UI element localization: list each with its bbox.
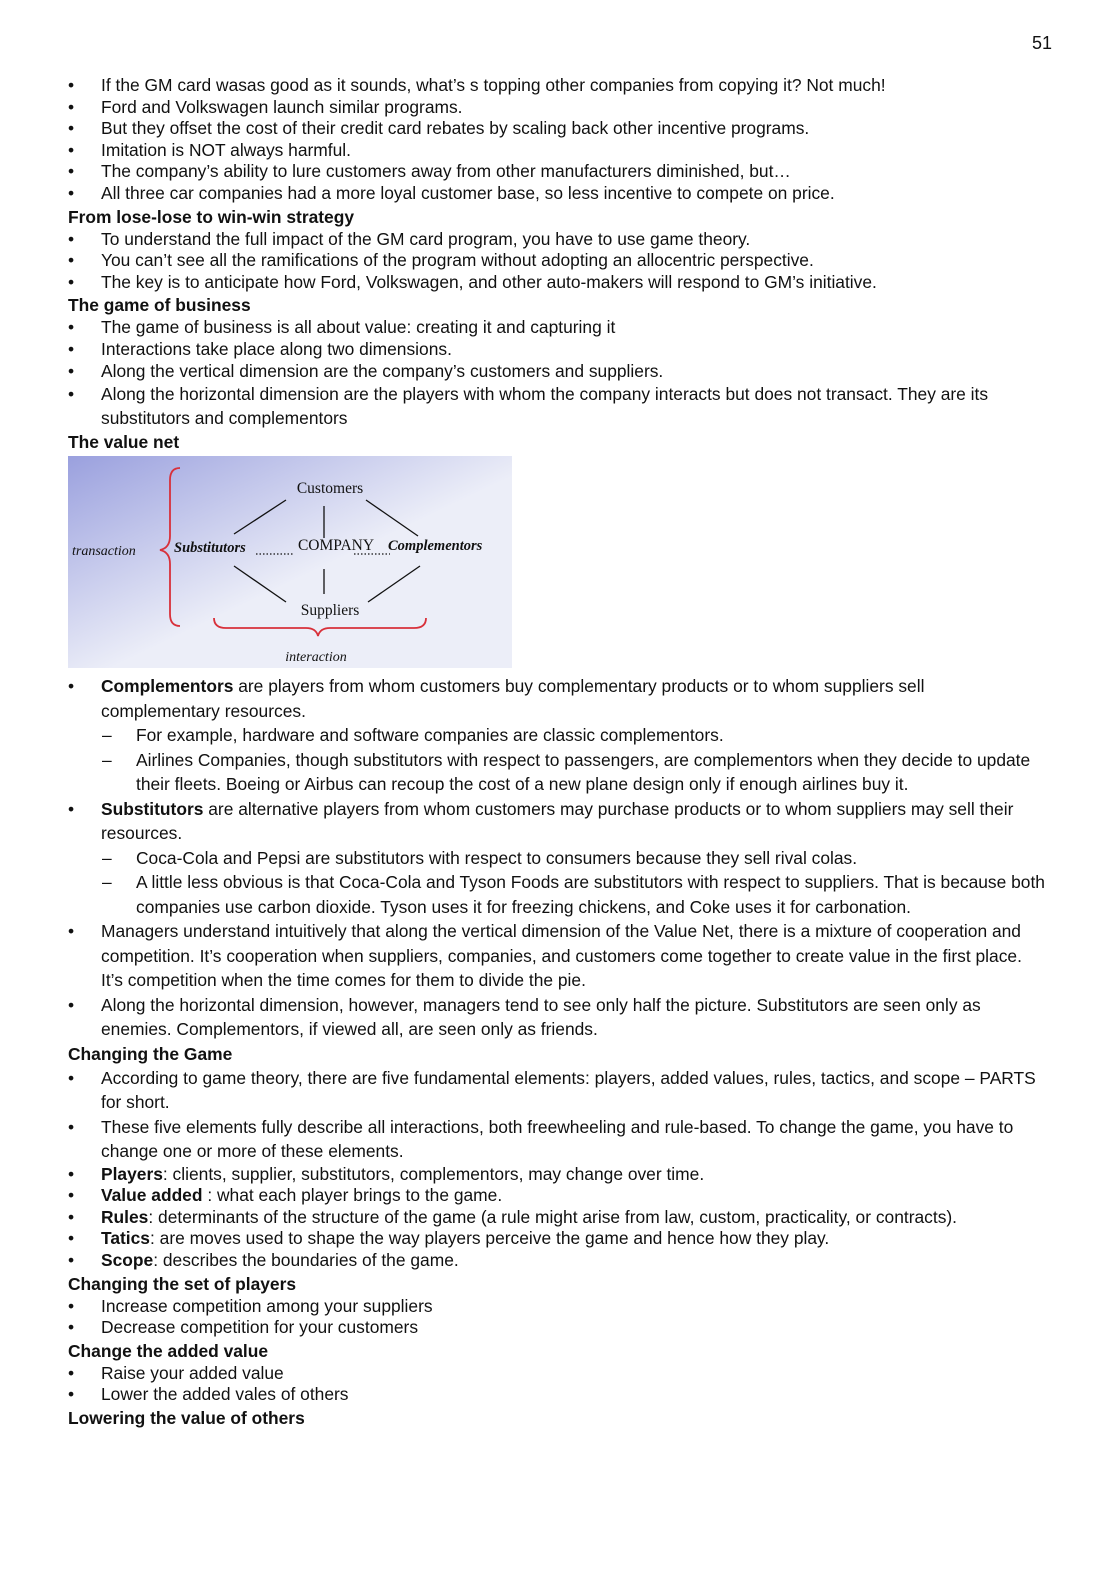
gm-card-bullets — [68, 75, 1048, 205]
list-item: • To understand the full impact of the GM card program, you have to use game theory. — [68, 229, 1048, 251]
heading-value-net: The value net — [68, 432, 180, 453]
diagram-background — [68, 456, 512, 668]
definition-rules: : determinants of the structure of the game (a rule might arise from law, custom, practicality, or contracts). — [148, 1206, 958, 1227]
list-item-rules — [68, 1207, 1048, 1229]
list-item: • The key is to anticipate how Ford, Volkswagen, and other auto-makers will respond to GM’s initiative. — [68, 272, 1048, 294]
heading-lowering-value-of-others: Lowering the value of others — [68, 1407, 305, 1428]
definition-tatics: : are moves used to shape the way players perceive the game and hence how they play. — [149, 1228, 830, 1249]
definition-scope: : describes the boundaries of the game. — [153, 1250, 459, 1270]
list-item-value-added — [68, 1185, 1048, 1207]
transaction-label: transaction — [72, 544, 136, 560]
value-net-bullets — [68, 674, 1048, 1042]
list-item-tatics — [68, 1228, 1048, 1250]
list-item: • Raise your added value — [68, 1363, 1048, 1385]
company-label: COMPANY — [297, 537, 375, 555]
heading-changing-the-game: Changing the Game — [68, 1043, 233, 1064]
game-of-business-bullets — [68, 317, 1048, 430]
list-item: • Ford and Volkswagen launch similar programs. — [68, 97, 1048, 119]
customers-label: Customers — [296, 480, 364, 498]
page-content — [68, 75, 1048, 1430]
term-scope: Scope — [101, 1250, 154, 1270]
list-item: • All three car companies had a more loyal customer base, so less incentive to compete on price. — [68, 183, 1048, 205]
list-item: • Managers understand intuitively that along the vertical dimension of the Value Net, there is a mixture of cooperation and competition. It’s cooperation when suppliers, companies, and customers come together to create value in the first place. It’s competition when the time comes for them to divide the pie. — [68, 919, 1048, 993]
list-item: – For example, hardware and software companies are classic complementors. — [102, 723, 1048, 748]
heading-game-of-business: The game of business — [68, 295, 251, 316]
term-tatics: Tatics — [101, 1228, 150, 1249]
changing-game-bullets — [68, 1066, 1048, 1272]
list-item: • The game of business is all about value: creating it and capturing it — [68, 317, 1048, 339]
complementors-label: Complementors — [388, 538, 483, 555]
term-rules: Rules — [101, 1206, 149, 1227]
term-value-added: Value added — [101, 1185, 203, 1206]
interaction-label: interaction — [285, 650, 347, 666]
list-item: – Airlines Companies, though substitutors with respect to passengers, are complementors when they decide to update their fleets. Boeing or Airbus can recoup the cost of a new plane design only if enough airlines buy it. — [102, 748, 1048, 797]
added-value-bullets — [68, 1363, 1048, 1406]
list-item-scope — [68, 1250, 1048, 1272]
list-item: • Along the vertical dimension are the company’s customers and suppliers. — [68, 361, 1048, 383]
set-of-players-bullets — [68, 1296, 1048, 1339]
list-item: • You can’t see all the ramifications of the program without adopting an allocentric perspective. — [68, 250, 1048, 272]
list-item: • The company’s ability to lure customers away from other manufacturers diminished, but… — [68, 161, 1048, 183]
value-net-diagram — [68, 456, 512, 668]
list-item-players — [68, 1164, 1048, 1186]
list-item: • According to game theory, there are five fundamental elements: players, added values, rules, tactics, and scope – PARTS for short. — [68, 1066, 1048, 1115]
list-item: – Coca-Cola and Pepsi are substitutors with respect to consumers because they sell rival colas. — [102, 846, 1048, 871]
list-item-complementors — [68, 674, 1048, 797]
heading-changing-set-of-players: Changing the set of players — [68, 1273, 297, 1294]
list-item: • Interactions take place along two dimensions. — [68, 339, 1048, 361]
page-number: 51 — [1032, 33, 1053, 53]
substitutors-examples — [68, 846, 1048, 920]
suppliers-label: Suppliers — [300, 602, 360, 620]
definition-substitutors: are alternative players from whom customers may purchase products or to whom suppliers may sell their resources. — [101, 798, 1014, 844]
list-item: • Lower the added vales of others — [68, 1384, 1048, 1406]
term-players: Players — [101, 1163, 163, 1184]
list-item: • Along the horizontal dimension are the players with whom the company interacts but does not transact. They are its substitutors and complementors — [68, 382, 1048, 430]
list-item: • These five elements fully describe all interactions, both freewheeling and rule-based. To change the game, you have to change one or more of these elements. — [68, 1115, 1048, 1164]
complementors-examples — [68, 723, 1048, 797]
substitutors-label: Substitutors — [174, 540, 246, 557]
definition-players: : clients, supplier, substitutors, complementors, may change over time. — [162, 1163, 705, 1184]
win-win-bullets — [68, 229, 1048, 294]
list-item: • Along the horizontal dimension, however, managers tend to see only half the picture. Substitutors are seen only as enemies. Complementors, if viewed all, are seen only as friends. — [68, 993, 1048, 1042]
list-item-substitutors — [68, 797, 1048, 920]
term-substitutors: Substitutors — [101, 798, 204, 819]
heading-change-added-value: Change the added value — [68, 1340, 269, 1361]
heading-lose-lose-win-win: From lose-lose to win-win strategy — [68, 206, 355, 227]
definition-value-added: : what each player brings to the game. — [202, 1185, 503, 1206]
list-item: • Decrease competition for your customers — [68, 1317, 1048, 1339]
list-item: • Imitation is NOT always harmful. — [68, 140, 1048, 162]
list-item: • Increase competition among your suppliers — [68, 1296, 1048, 1318]
definition-complementors: are players from whom customers buy complementary products or to whom suppliers sell complementary resources. — [101, 676, 925, 721]
term-complementors: Complementors — [101, 676, 234, 697]
list-item: – A little less obvious is that Coca-Cola and Tyson Foods are substitutors with respect to suppliers. That is because both companies use carbon dioxide. Tyson uses it for freezing chickens, and Coke uses it for carbonation. — [102, 870, 1048, 919]
list-item: • But they offset the cost of their credit card rebates by scaling back other incentive programs. — [68, 118, 1048, 140]
list-item: • If the GM card wasas good as it sounds, what’s s topping other companies from copying it? Not much! — [68, 75, 1048, 97]
